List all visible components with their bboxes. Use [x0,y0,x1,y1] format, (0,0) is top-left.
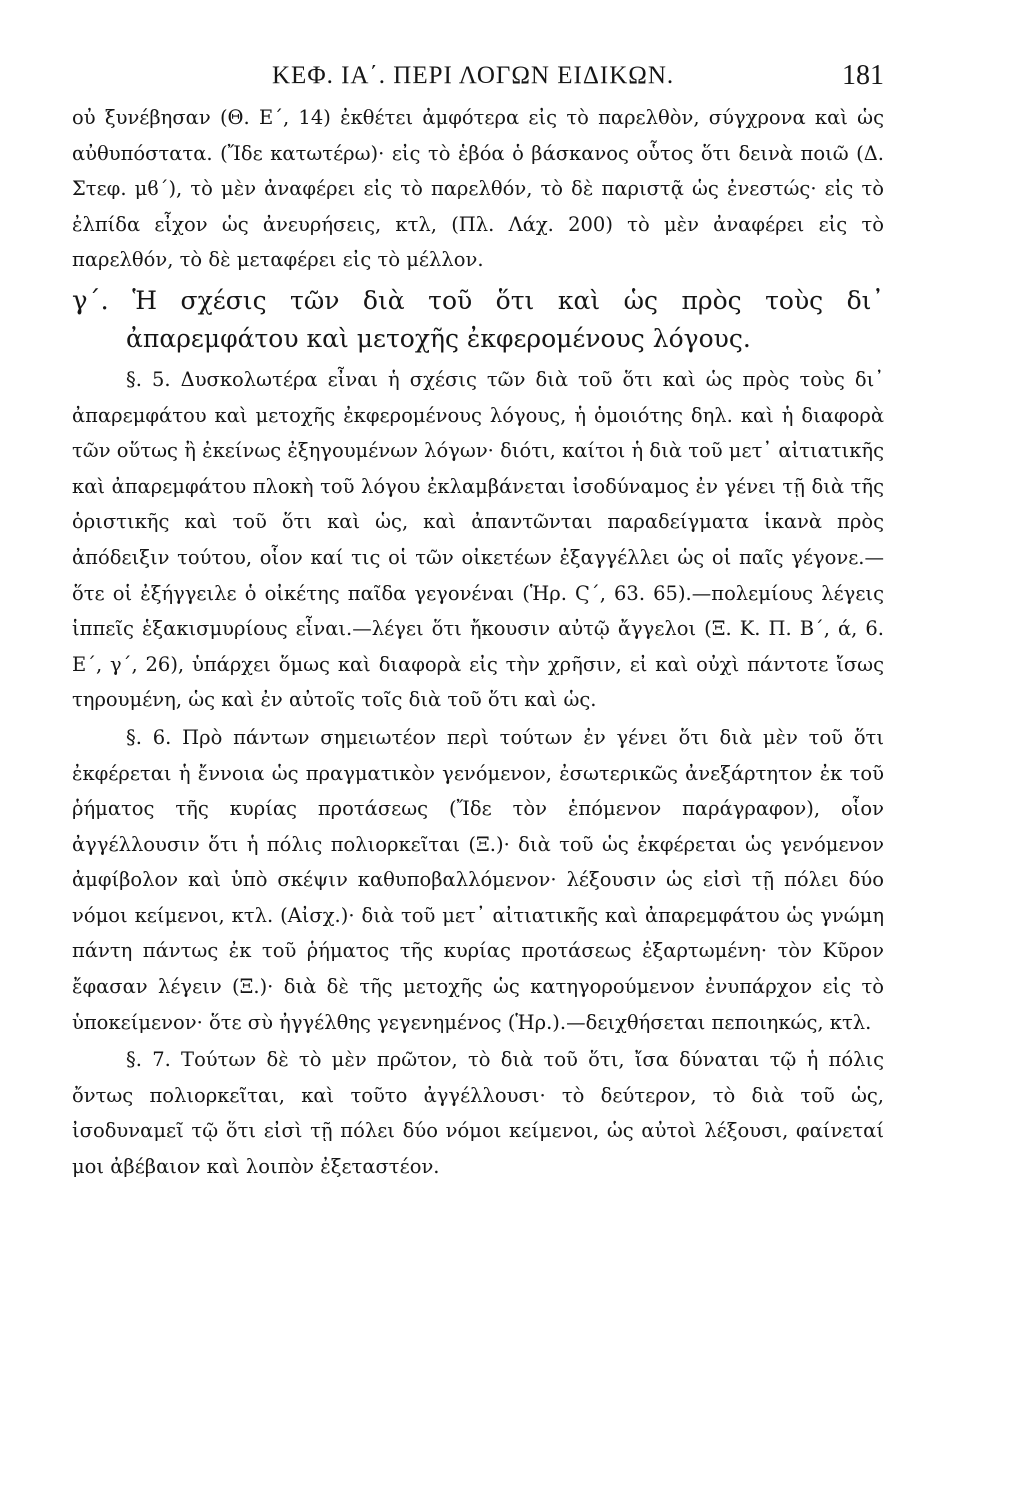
paragraph-section-7: §. 7. Τούτων δὲ τὸ μὲν πρῶτον, τὸ διὰ τοῦ ὅτι, ἴσα δύναται τῷ ἡ πόλις ὄντως πολιορκεῖται, καὶ τοῦτο ἀγγέλλουσι· τὸ δεύτερον, τὸ διὰ τοῦ ὡς, ἰσοδυναμεῖ τῷ ὅτι εἰσὶ τῇ πόλει δύο νόμοι κείμενοι, ὡς αὐτοὶ λέξουσι, φαίνεταί μοι ἀβέβαιον καὶ λοιπὸν ἐξεταστέον. [72,1048,884,1179]
page-number: 181 [842,60,884,91]
paragraph-section-6: §. 6. Πρὸ πάντων σημειωτέον περὶ τούτων ἐν γένει ὅτι διὰ μὲν τοῦ ὅτι ἐκφέρεται ἡ ἔννοια ὡς πραγματικὸν γενόμενον, ἐσωτερικῶς ἀνεξάρτητον ἐκ τοῦ ῥήματος τῆς κυρίας προτάσεως (Ἴδε τὸν ἑπόμενον παράγραφον), οἷον ἀγγέλλουσιν ὅτι ἡ πόλις πολιορκεῖται (Ξ.)· διὰ τοῦ ὡς ἐκφέρεται ὡς γενόμενον ἀμφίβολον καὶ ὑπὸ σκέψιν καθυποβαλλόμενον· λέξουσιν ὡς εἰσὶ τῇ πόλει δύο νόμοι κείμενοι, κτλ. (Αἰσχ.)· διὰ τοῦ μετ᾽ αἰτιατικῆς καὶ ἀπαρεμφάτου ὡς γνώμη πάντη πάντως ἐκ τοῦ ῥήματος τῆς κυρίας προτάσεως ἐξαρτωμένη· τὸν Κῦρον ἔφασαν λέγειν (Ξ.)· διὰ δὲ τῆς μετοχῆς ὡς κατηγορούμενον ἐνυπάρχον εἰς τὸ ὑποκείμενον· ὅτε σὺ ἠγγέλθης γεγενημένος (Ἡρ.).—δειχθήσεται πεποιηκώς, κτλ. [72,725,884,1034]
section-heading-label: γ΄. [72,285,109,316]
continuation-paragraph: οὐ ξυνέβησαν (Θ. Ε΄, 14) ἐκθέτει ἀμφότερα εἰς τὸ παρελθὸν, σύγχρονα καὶ ὡς αὐθυπόστατα. (Ἴδε κατωτέρω)· εἰς τὸ ἑβόα ὁ βάσκανος οὗτος ὅτι δεινὰ ποιῶ (Δ. Στεφ. μϐ΄), τὸ μὲν ἀναφέρει εἰς τὸ παρελθόν, τὸ δὲ παριστᾷ ὡς ἐνεστώς· εἰς τὸ ἐλπίδα εἶχον ὡς ἀνευρήσεις, κτλ, (Πλ. Λάχ. 200) τὸ μὲν ἀναφέρει εἰς τὸ παρελθόν, τὸ δὲ μεταφέρει εἰς τὸ μέλλον. [72,106,884,272]
running-head [72,62,884,98]
section-heading [72,282,884,358]
section-heading-text: Ἡ σχέσις τῶν διὰ τοῦ ὅτι καὶ ὡς πρὸς τοὺς δι᾽ ἀπαρεμφάτου καὶ μετοχῆς ἐκφερομένους λόγους. [126,285,884,353]
chapter-title: ΚΕΦ. ΙΑ΄. ΠΕΡΙ ΛΟΓΩΝ ΕΙΔΙΚΩΝ. [272,62,675,89]
paragraph-section-5: §. 5. Δυσκολωτέρα εἶναι ἡ σχέσις τῶν διὰ τοῦ ὅτι καὶ ὡς πρὸς τοὺς δι᾽ ἀπαρεμφάτου καὶ μετοχῆς ἐκφερομένους λόγους, ἡ ὁμοιότης δηλ. καὶ ἡ διαφορὰ τῶν οὕτως ἢ ἐκείνως ἐξηγουμένων λόγων· διότι, καίτοι ἡ διὰ τοῦ μετ᾽ αἰτιατικῆς καὶ ἀπαρεμφάτου πλοκὴ τοῦ λόγου ἐκλαμβάνεται ἰσοδύναμος ἐν γένει τῇ διὰ τῆς ὁριστικῆς καὶ τοῦ ὅτι καὶ ὡς, καὶ ἀπαντῶνται παραδείγματα ἱκανὰ πρὸς ἀπόδειξιν τούτου, οἷον καί τις οἱ τῶν οἰκετέων ἐξαγγέλλει ὡς οἱ παῖς γέγονε.—ὅτε οἱ ἐξήγγειλε ὁ οἰκέτης παῖδα γεγονέναι (Ἡρ. Ϛ΄, 63. 65).—πολεμίους λέγεις ἱππεῖς ἑξακισμυρίους εἶναι.—λέγει ὅτι ἤκουσιν αὐτῷ ἄγγελοι (Ξ. Κ. Π. Β΄, ά, 6. Ε΄, γ΄, 26), ὑπάρχει ὅμως καὶ διαφορὰ εἰς τὴν χρῆσιν, εἰ καὶ οὐχὶ πάντοτε ἴσως τηρουμένη, ὡς καὶ ἐν αὐτοῖς τοῖς διὰ τοῦ ὅτι καὶ ὡς. [72,367,884,712]
page-body [72,100,884,1185]
